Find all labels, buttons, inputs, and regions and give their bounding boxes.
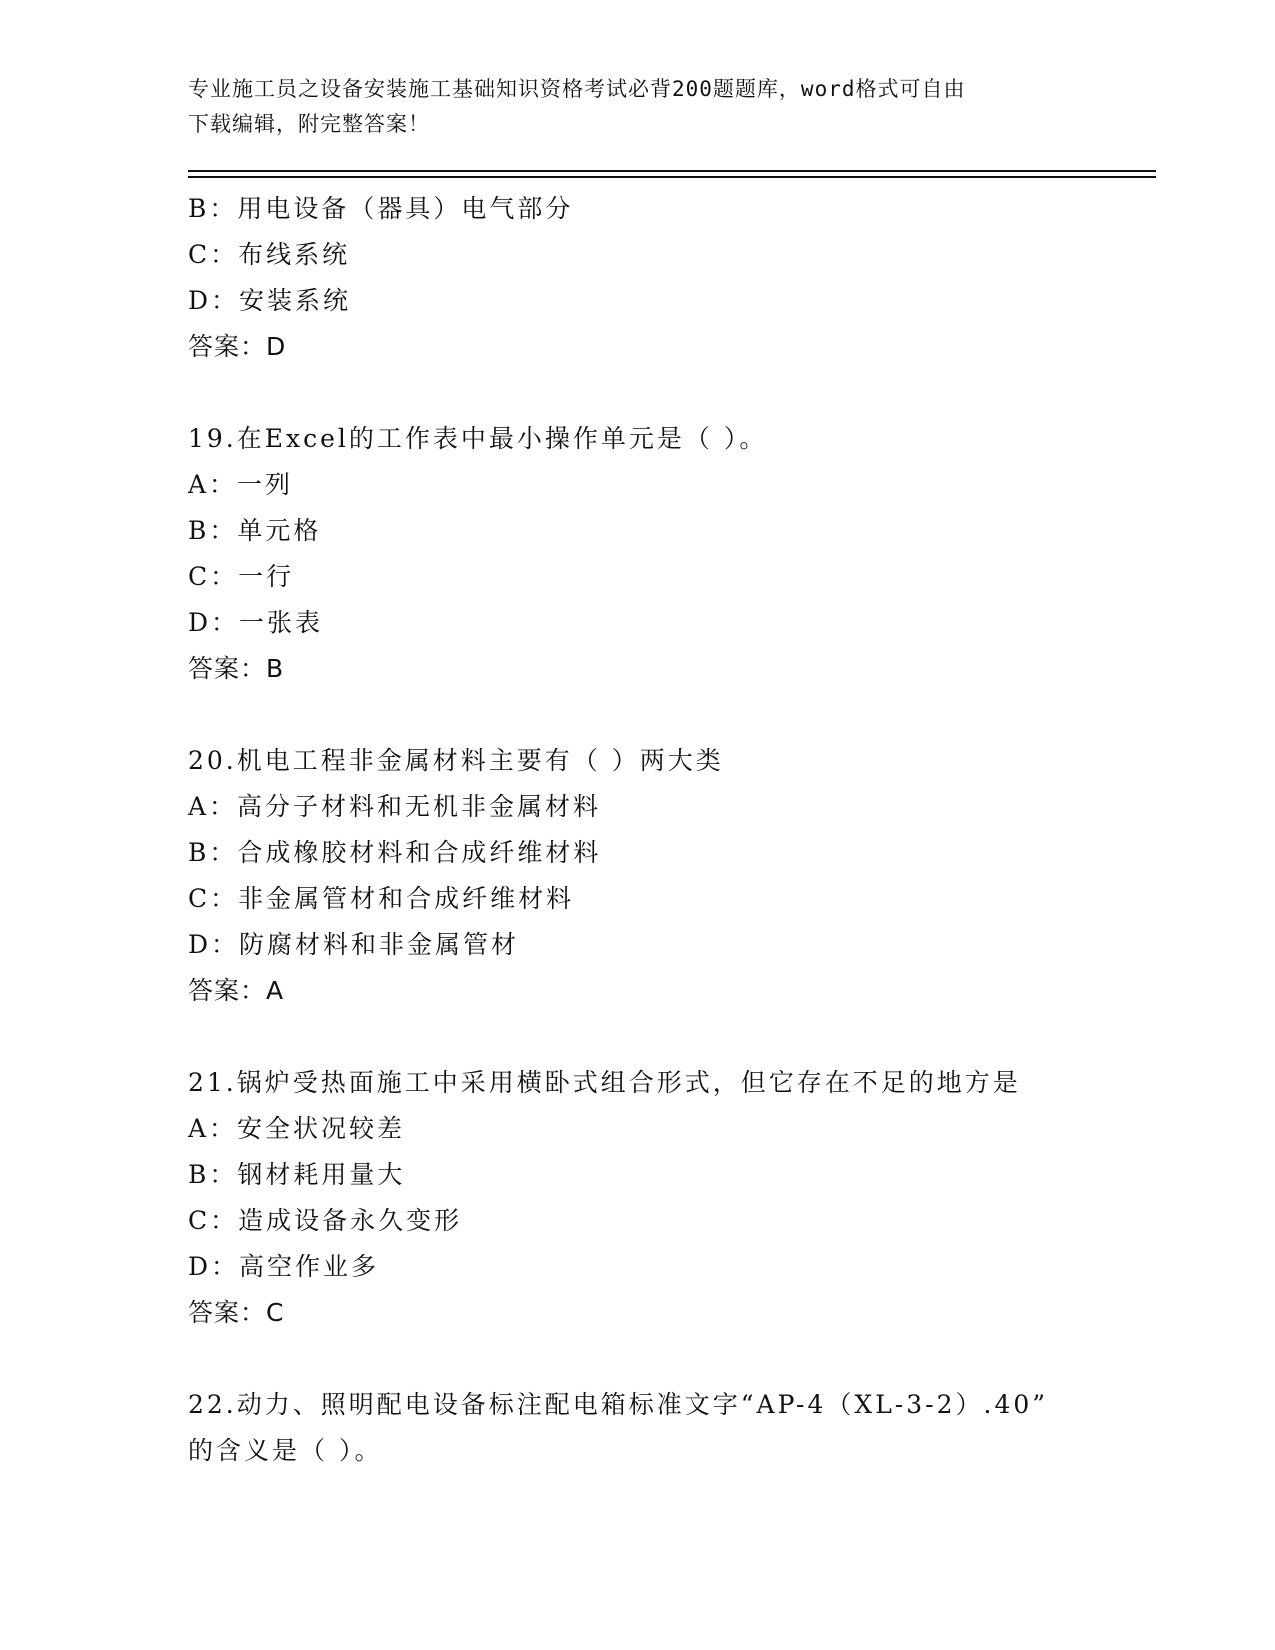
question-22 <box>188 1382 1148 1474</box>
option-d: D：一张表 <box>188 608 324 637</box>
answer: 答案：D <box>188 332 287 361</box>
answer: 答案：C <box>188 1298 285 1327</box>
question-stem: 19.在Excel的工作表中最小操作单元是（ ）。 <box>188 424 768 453</box>
option-b: B：单元格 <box>188 516 322 545</box>
question-19 <box>188 416 1148 692</box>
question-stem-line-2: 的含义是（ ）。 <box>188 1436 383 1465</box>
option-b: B：合成橡胶材料和合成纤维材料 <box>188 838 602 867</box>
question-list <box>188 186 1148 1474</box>
option-b: B：钢材耗用量大 <box>188 1160 406 1189</box>
option-d: D：安装系统 <box>188 286 352 315</box>
header-title-line-1: 专业施工员之设备安装施工基础知识资格考试必背200题题库，word格式可自由 <box>188 77 966 101</box>
option-a: A：一列 <box>188 470 294 499</box>
header-title-line-2: 下载编辑，附完整答案！ <box>188 112 430 136</box>
option-d: D：防腐材料和非金属管材 <box>188 930 520 959</box>
question-stem: 20.机电工程非金属材料主要有（ ）两大类 <box>188 746 724 775</box>
option-b: B：用电设备（器具）电气部分 <box>188 194 574 223</box>
document-header <box>188 72 1088 142</box>
answer: 答案：A <box>188 976 285 1005</box>
option-c: C：造成设备永久变形 <box>188 1206 463 1235</box>
option-c: C：一行 <box>188 562 295 591</box>
question-stem: 21.锅炉受热面施工中采用横卧式组合形式，但它存在不足的地方是 <box>188 1068 1021 1097</box>
header-rule-bottom <box>188 176 1156 178</box>
option-c: C：布线系统 <box>188 240 351 269</box>
question-20 <box>188 738 1148 1014</box>
option-c: C：非金属管材和合成纤维材料 <box>188 884 575 913</box>
option-a: A：安全状况较差 <box>188 1114 406 1143</box>
header-rule-top <box>188 170 1156 172</box>
question-21 <box>188 1060 1148 1336</box>
question-stem-line-1: 22.动力、照明配电设备标注配电箱标准文字“AP-4（XL-3-2）.40” <box>188 1390 1049 1419</box>
option-a: A：高分子材料和无机非金属材料 <box>188 792 602 821</box>
option-d: D：高空作业多 <box>188 1252 380 1281</box>
answer: 答案：B <box>188 654 285 683</box>
question-18-continued <box>188 186 1148 370</box>
